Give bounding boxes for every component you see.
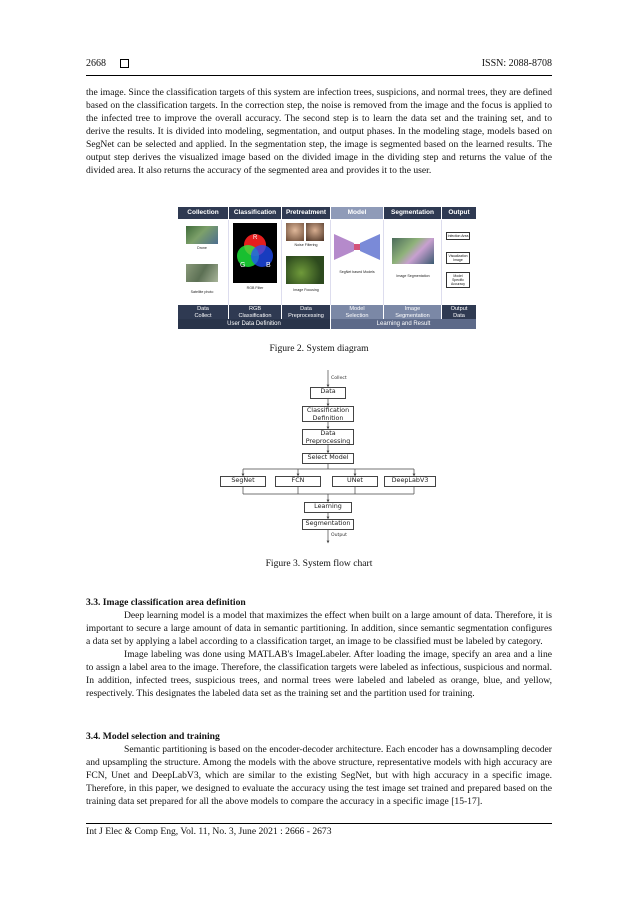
collect-label: Collect [331, 376, 347, 381]
drone-label: Drone [197, 246, 207, 250]
image-focusing-label: Image Focusing [293, 288, 319, 292]
footer-rule [86, 823, 552, 824]
running-header [86, 58, 552, 72]
output-infection-box: Infection Area [447, 234, 469, 238]
rgb-g-label: G [240, 262, 246, 269]
header-square-icon [120, 59, 129, 68]
figure3-caption: Figure 3. System flow chart [265, 558, 373, 569]
section-3-4-body [86, 743, 552, 808]
rgb-b-label: B [266, 262, 271, 269]
col-footer-model: Model Selection [331, 305, 383, 319]
col-header-classification: Classification [229, 207, 281, 219]
node-unet: UNet [332, 476, 378, 487]
node-classification-definition: Classification Definition [302, 406, 354, 422]
section-3-3-paragraph-2: Image labeling was done using MATLAB's ImageLabeler. After loading the image, specify an area and a line to assign a label area to the image. Therefore, the classification targets were labeled as infectious, suspicious and normal. In addition, infected trees, suspicious trees, and normal trees were labeled and labeled as orange, blue, and yellow, respectively. This designates the labeled data set as the training set and the partition used for training. [86, 649, 552, 699]
node-segmentation: Segmentation [302, 519, 354, 530]
issn: ISSN: 2088-8708 [481, 58, 552, 69]
output-panel [442, 220, 476, 305]
system-diagram [178, 207, 476, 329]
journal-footer: Int J Elec & Comp Eng, Vol. 11, No. 3, June 2021 : 2666 - 2673 [86, 826, 332, 837]
section-3-3-paragraph-1: Deep learning model is a model that maximizes the effect when built on a large amount of data. Therefore, it is important to secure a large amount of data in semantic partitioning. In addition, since semantic segmentation configures a data set by applying a label according to a classification target, an image to be classified must be labeled by category. [86, 610, 552, 647]
image-segmentation-label: Image Segmentation [396, 274, 430, 278]
header-rule [86, 75, 552, 76]
learning-and-result-bar: Learning and Result [331, 319, 476, 329]
denoised-portrait-thumbnail [306, 223, 324, 241]
user-data-definition-bar: User Data Definition [178, 319, 330, 329]
col-footer-output: Output Data [442, 305, 476, 319]
col-footer-collection: Data Collect [178, 305, 228, 319]
output-visualization-box: Visualization Image [446, 252, 470, 264]
col-header-pretreatment: Pretreatment [282, 207, 330, 219]
segmented-image-thumbnail [392, 238, 434, 264]
drone-thumbnail [186, 226, 218, 244]
node-data: Data [310, 387, 346, 399]
figure2-caption: Figure 2. System diagram [269, 343, 369, 354]
focused-image-thumbnail [286, 256, 324, 284]
node-segnet: SegNet [220, 476, 266, 487]
rgb-filter-image [233, 223, 277, 283]
section-3-4-paragraph-1: Semantic partitioning is based on the encoder-decoder architecture. Each encoder has a downsampling decoder and upsampling the structure. Among the models with the above structure, representative models with high accuracy are FCN, Unet and DeepLabV3, which are similar to the existing SegNet, but with high accuracy in a specific image. Therefore, in this paper, we designed to evaluate the accuracy using the test image set trained and prepared based on the training data set prepared for all the above models to compare the accuracy in a specific image [15-17]. [86, 744, 552, 807]
encoder-decoder-graphic [334, 234, 380, 260]
col-header-collection: Collection [178, 207, 228, 219]
col-header-output: Output [442, 207, 476, 219]
intro-text: the image. Since the classification targets of this system are infection trees, suspicions, and normal trees, they are defined based on the classification targets. In the correction step, the noise is removed from the image and the focus is applied to the infected tree to improve the overall accuracy. The second step is to learn the data set and the training set, and to derive the results. It is divided into modeling, segmentation, and output phases. In the modeling stage, models based on SegNet can be selected and applied. In the segmentation step, the image is segmented based on the learned results. The output step derives the visualized image based on the divided image in the dividing step and returns the value of the divided area. It also returns the accuracy of the segmented area and provides it to the user. [86, 87, 552, 176]
rgb-r-label: R [253, 235, 258, 241]
node-select-model: Select Model [302, 453, 354, 464]
col-header-model: Model [331, 207, 383, 219]
col-footer-segmentation: Image Segmentation [384, 305, 441, 319]
system-flow-chart [218, 370, 438, 548]
output-accuracy-box: Model Specific Accuracy [446, 272, 470, 288]
rgb-filter-label: RGB Filter [246, 286, 264, 290]
model-panel [331, 220, 384, 305]
col-footer-pretreatment: Data Preprocessing [282, 305, 330, 319]
page-number: 2668 [86, 58, 106, 69]
node-learning: Learning [304, 502, 352, 513]
section-3-3-heading: 3.3. Image classification area definition [86, 597, 246, 608]
segmentation-panel [384, 220, 442, 305]
collection-panel [178, 220, 229, 305]
section-3-3-body [86, 609, 552, 700]
section-3-4-heading: 3.4. Model selection and training [86, 731, 220, 742]
node-fcn: FCN [275, 476, 321, 487]
segnet-models-label: SegNet based Models [339, 270, 375, 274]
intro-paragraph [86, 86, 552, 177]
satellite-thumbnail [186, 264, 218, 282]
output-label: Output [331, 533, 347, 538]
noisy-portrait-thumbnail [286, 223, 304, 241]
noise-filtering-label: Noise Filtering [294, 243, 318, 247]
satellite-label: Satellite photo [190, 290, 214, 294]
node-data-preprocessing: Data Preprocessing [302, 429, 354, 445]
node-deeplabv3: DeepLabV3 [384, 476, 436, 487]
pretreatment-panel [282, 220, 331, 305]
col-footer-classification: RGB Classification [229, 305, 281, 319]
classification-panel [229, 220, 282, 305]
col-header-segmentation: Segmentation [384, 207, 441, 219]
